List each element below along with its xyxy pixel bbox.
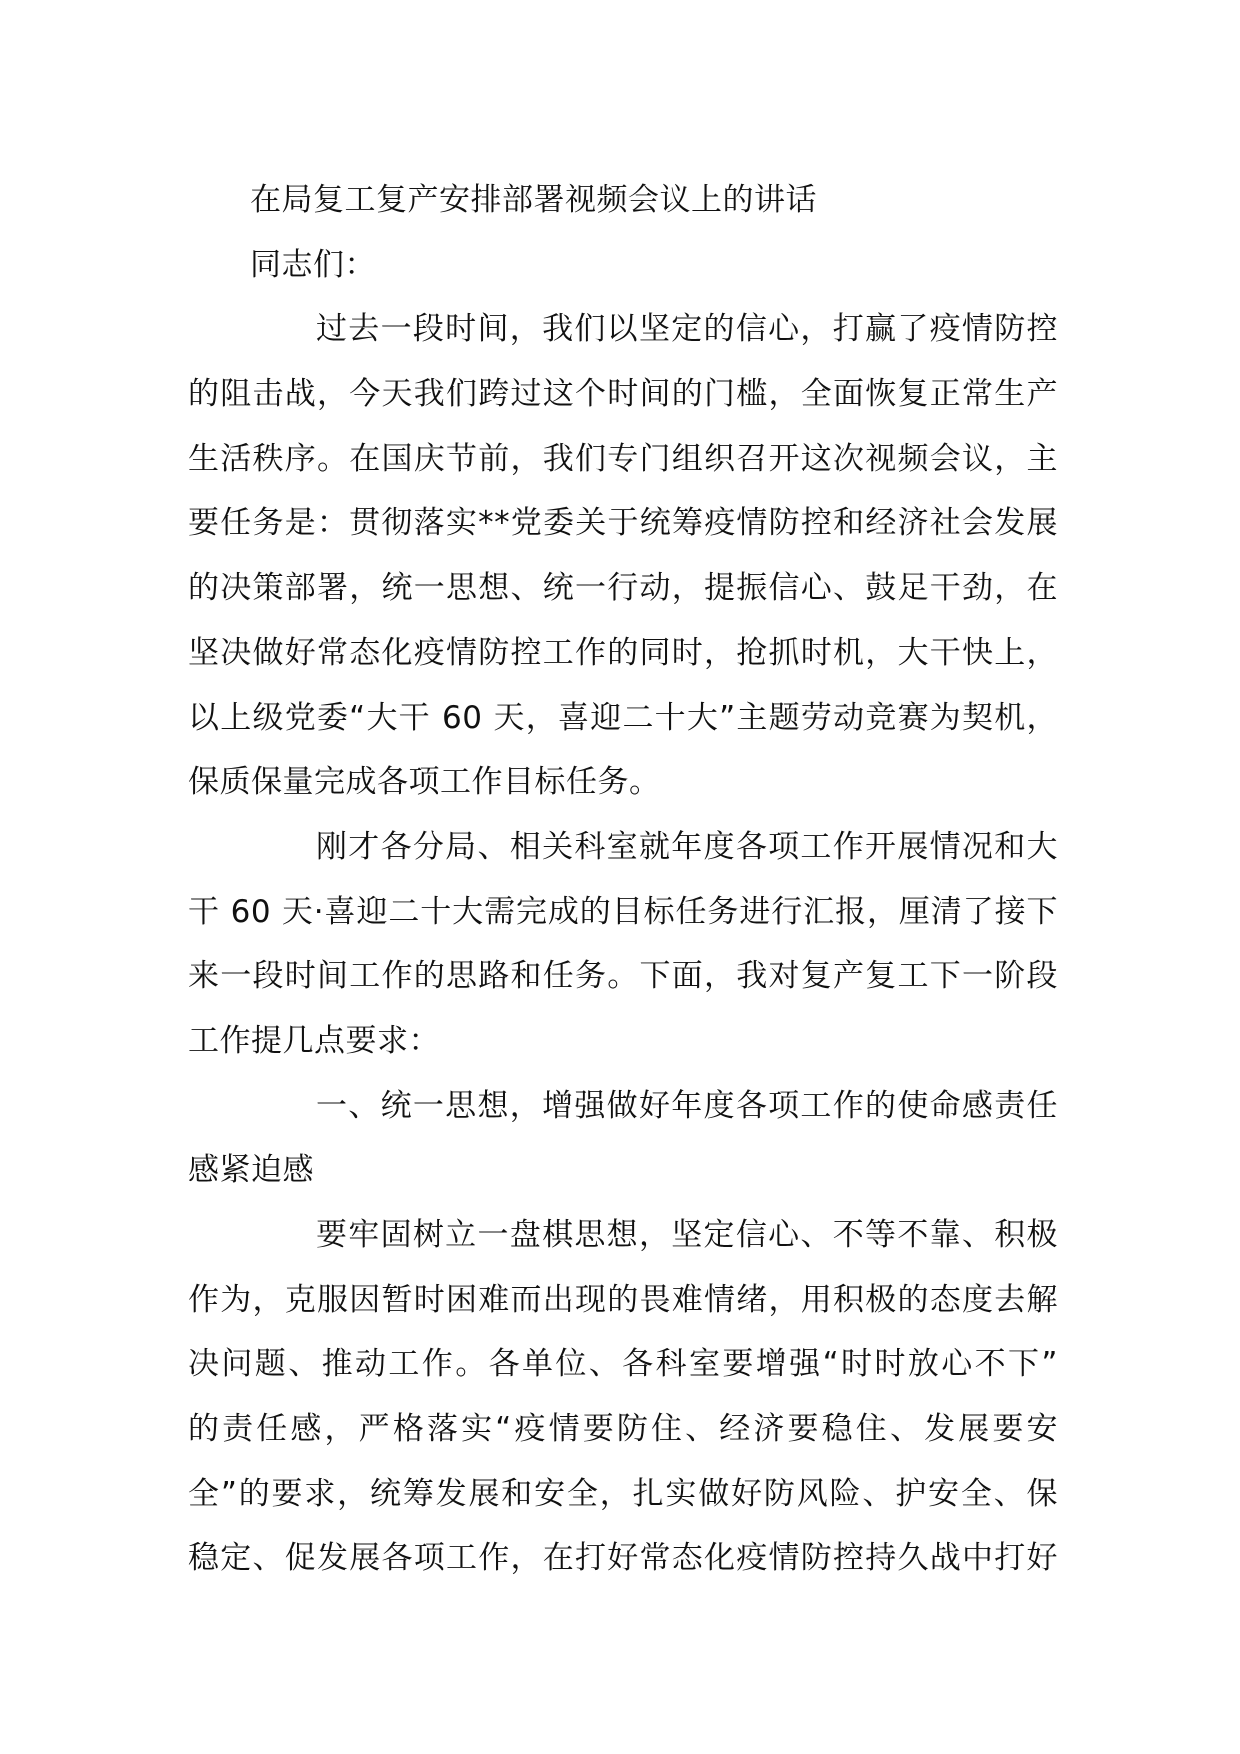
paragraph-4-line-6: 稳定、促发展各项工作，在打好常态化疫情防控持久战中打好: [188, 1540, 1058, 1577]
paragraph-4-line-4: 的责任感，严格落实“疫情要防住、经济要稳住、发展要安: [188, 1411, 1058, 1448]
paragraph-4-line-3: 决问题、推动工作。各单位、各科室要增强“时时放心不下”: [188, 1346, 1058, 1383]
paragraph-1-line-5: 的决策部署，统一思想、统一行动，提振信心、鼓足干劲，在: [188, 570, 1058, 607]
document-body: [188, 168, 1058, 1591]
paragraph-1-line-6: 坚决做好常态化疫情防控工作的同时，抢抓时机，大干快上，: [188, 634, 1058, 671]
paragraph-1-line-1: 过去一段时间，我们以坚定的信心，打赢了疫情防控: [316, 311, 1058, 348]
salutation: 同志们：: [250, 246, 376, 283]
paragraph-4-line-2: 作为，克服因暂时困难而出现的畏难情绪，用积极的态度去解: [188, 1281, 1058, 1318]
paragraph-1-line-2: 的阻击战，今天我们跨过这个时间的门槛，全面恢复正常生产: [188, 376, 1058, 413]
paragraph-4-line-5: 全”的要求，统筹发展和安全，扎实做好防风险、护安全、保: [188, 1475, 1058, 1512]
paragraph-1-line-8: 保质保量完成各项工作目标任务。: [188, 764, 661, 801]
paragraph-2-line-4: 工作提几点要求：: [188, 1022, 440, 1059]
paragraph-2-line-2: 干 60 天·喜迎二十大需完成的目标任务进行汇报，厘清了接下: [188, 893, 1058, 930]
paragraph-1-line-7: 以上级党委“大干 60 天，喜迎二十大”主题劳动竞赛为契机，: [188, 699, 1058, 736]
section-heading-1-line-2: 感紧迫感: [188, 1152, 314, 1189]
paragraph-2-line-1: 刚才各分局、相关科室就年度各项工作开展情况和大: [316, 828, 1058, 865]
paragraph-1-line-4: 要任务是：贯彻落实**党委关于统筹疫情防控和经济社会发展: [188, 505, 1058, 542]
paragraph-1-line-3: 生活秩序。在国庆节前，我们专门组织召开这次视频会议，主: [188, 440, 1058, 477]
paragraph-4-line-1: 要牢固树立一盘棋思想，坚定信心、不等不靠、积极: [316, 1217, 1058, 1253]
document-title: 在局复工复产安排部署视频会议上的讲话: [250, 182, 817, 218]
paragraph-2-line-3: 来一段时间工作的思路和任务。下面，我对复产复工下一阶段: [188, 958, 1058, 995]
section-heading-1-line-1: 一、统一思想，增强做好年度各项工作的使命感责任: [316, 1087, 1058, 1124]
